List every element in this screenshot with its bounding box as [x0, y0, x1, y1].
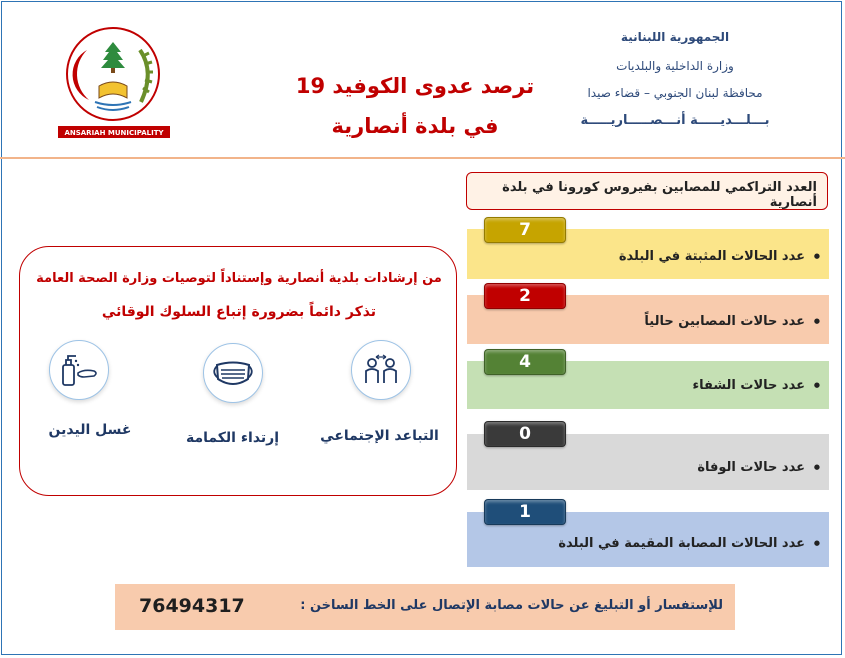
stat-bullet: ●: [813, 381, 820, 389]
face-mask-label: إرتداء الكمامة: [185, 430, 280, 446]
stat-label: عدد حالات الوفاة: [697, 460, 805, 475]
stat-label: عدد حالات المصابين حالياً: [644, 314, 805, 329]
header-republic: الجمهورية اللبنانية: [620, 30, 730, 44]
summary-title: العدد التراكمي للمصابين بفيروس كورونا في بلدة أنصارية: [466, 172, 828, 210]
hotline-text: للإستفسار أو التبليغ عن حالات مصابة الإتصال على الخط الساخن :: [300, 598, 723, 613]
hand-wash-label: غسل اليدين: [48, 422, 132, 438]
header-municipality: بـــلـــديـــــة أنـــصـــــاريـــــة: [580, 113, 770, 128]
page-title: ترصد عدوى الكوفيد 19: [295, 74, 535, 98]
hotline-number[interactable]: 76494317: [139, 595, 245, 617]
stat-value-badge: 1: [484, 499, 566, 525]
header-divider: [0, 157, 845, 159]
stat-value-badge: 0: [484, 421, 566, 447]
stat-label: عدد الحالات المصابة المقيمة في البلدة: [558, 536, 805, 551]
hotline-banner: [115, 584, 735, 630]
svg-text:ANSARIAH MUNICIPALITY: ANSARIAH MUNICIPALITY: [64, 129, 164, 137]
social-distancing-label: التباعد الإجتماعي: [320, 428, 439, 444]
stat-bullet: ●: [813, 539, 820, 547]
stat-value-badge: 2: [484, 283, 566, 309]
face-mask-icon: [203, 343, 263, 403]
stat-bullet: ●: [813, 463, 820, 471]
header-governorate: محافظة لبنان الجنوبي – قضاء صيدا: [587, 86, 763, 100]
municipality-logo: [55, 20, 173, 140]
header-ministry: وزارة الداخلية والبلديات: [616, 59, 734, 73]
stat-bullet: ●: [813, 317, 820, 325]
page-subtitle: في بلدة أنصارية: [331, 114, 499, 138]
stat-value-badge: 4: [484, 349, 566, 375]
stat-bullet: ●: [813, 252, 820, 260]
stat-label: عدد الحالات المثبتة في البلدة: [618, 249, 805, 264]
guidance-line2: تذكر دائماً بضرورة إتباع السلوك الوقائي: [101, 304, 377, 320]
hand-wash-icon: [49, 340, 109, 400]
guidance-box: [19, 246, 457, 496]
social-distancing-icon: [351, 340, 411, 400]
stat-label: عدد حالات الشفاء: [692, 378, 805, 393]
guidance-line1: من إرشادات بلدية أنصارية وإستناداً لتوصيات وزارة الصحة العامة: [36, 271, 442, 286]
stat-value-badge: 7: [484, 217, 566, 243]
